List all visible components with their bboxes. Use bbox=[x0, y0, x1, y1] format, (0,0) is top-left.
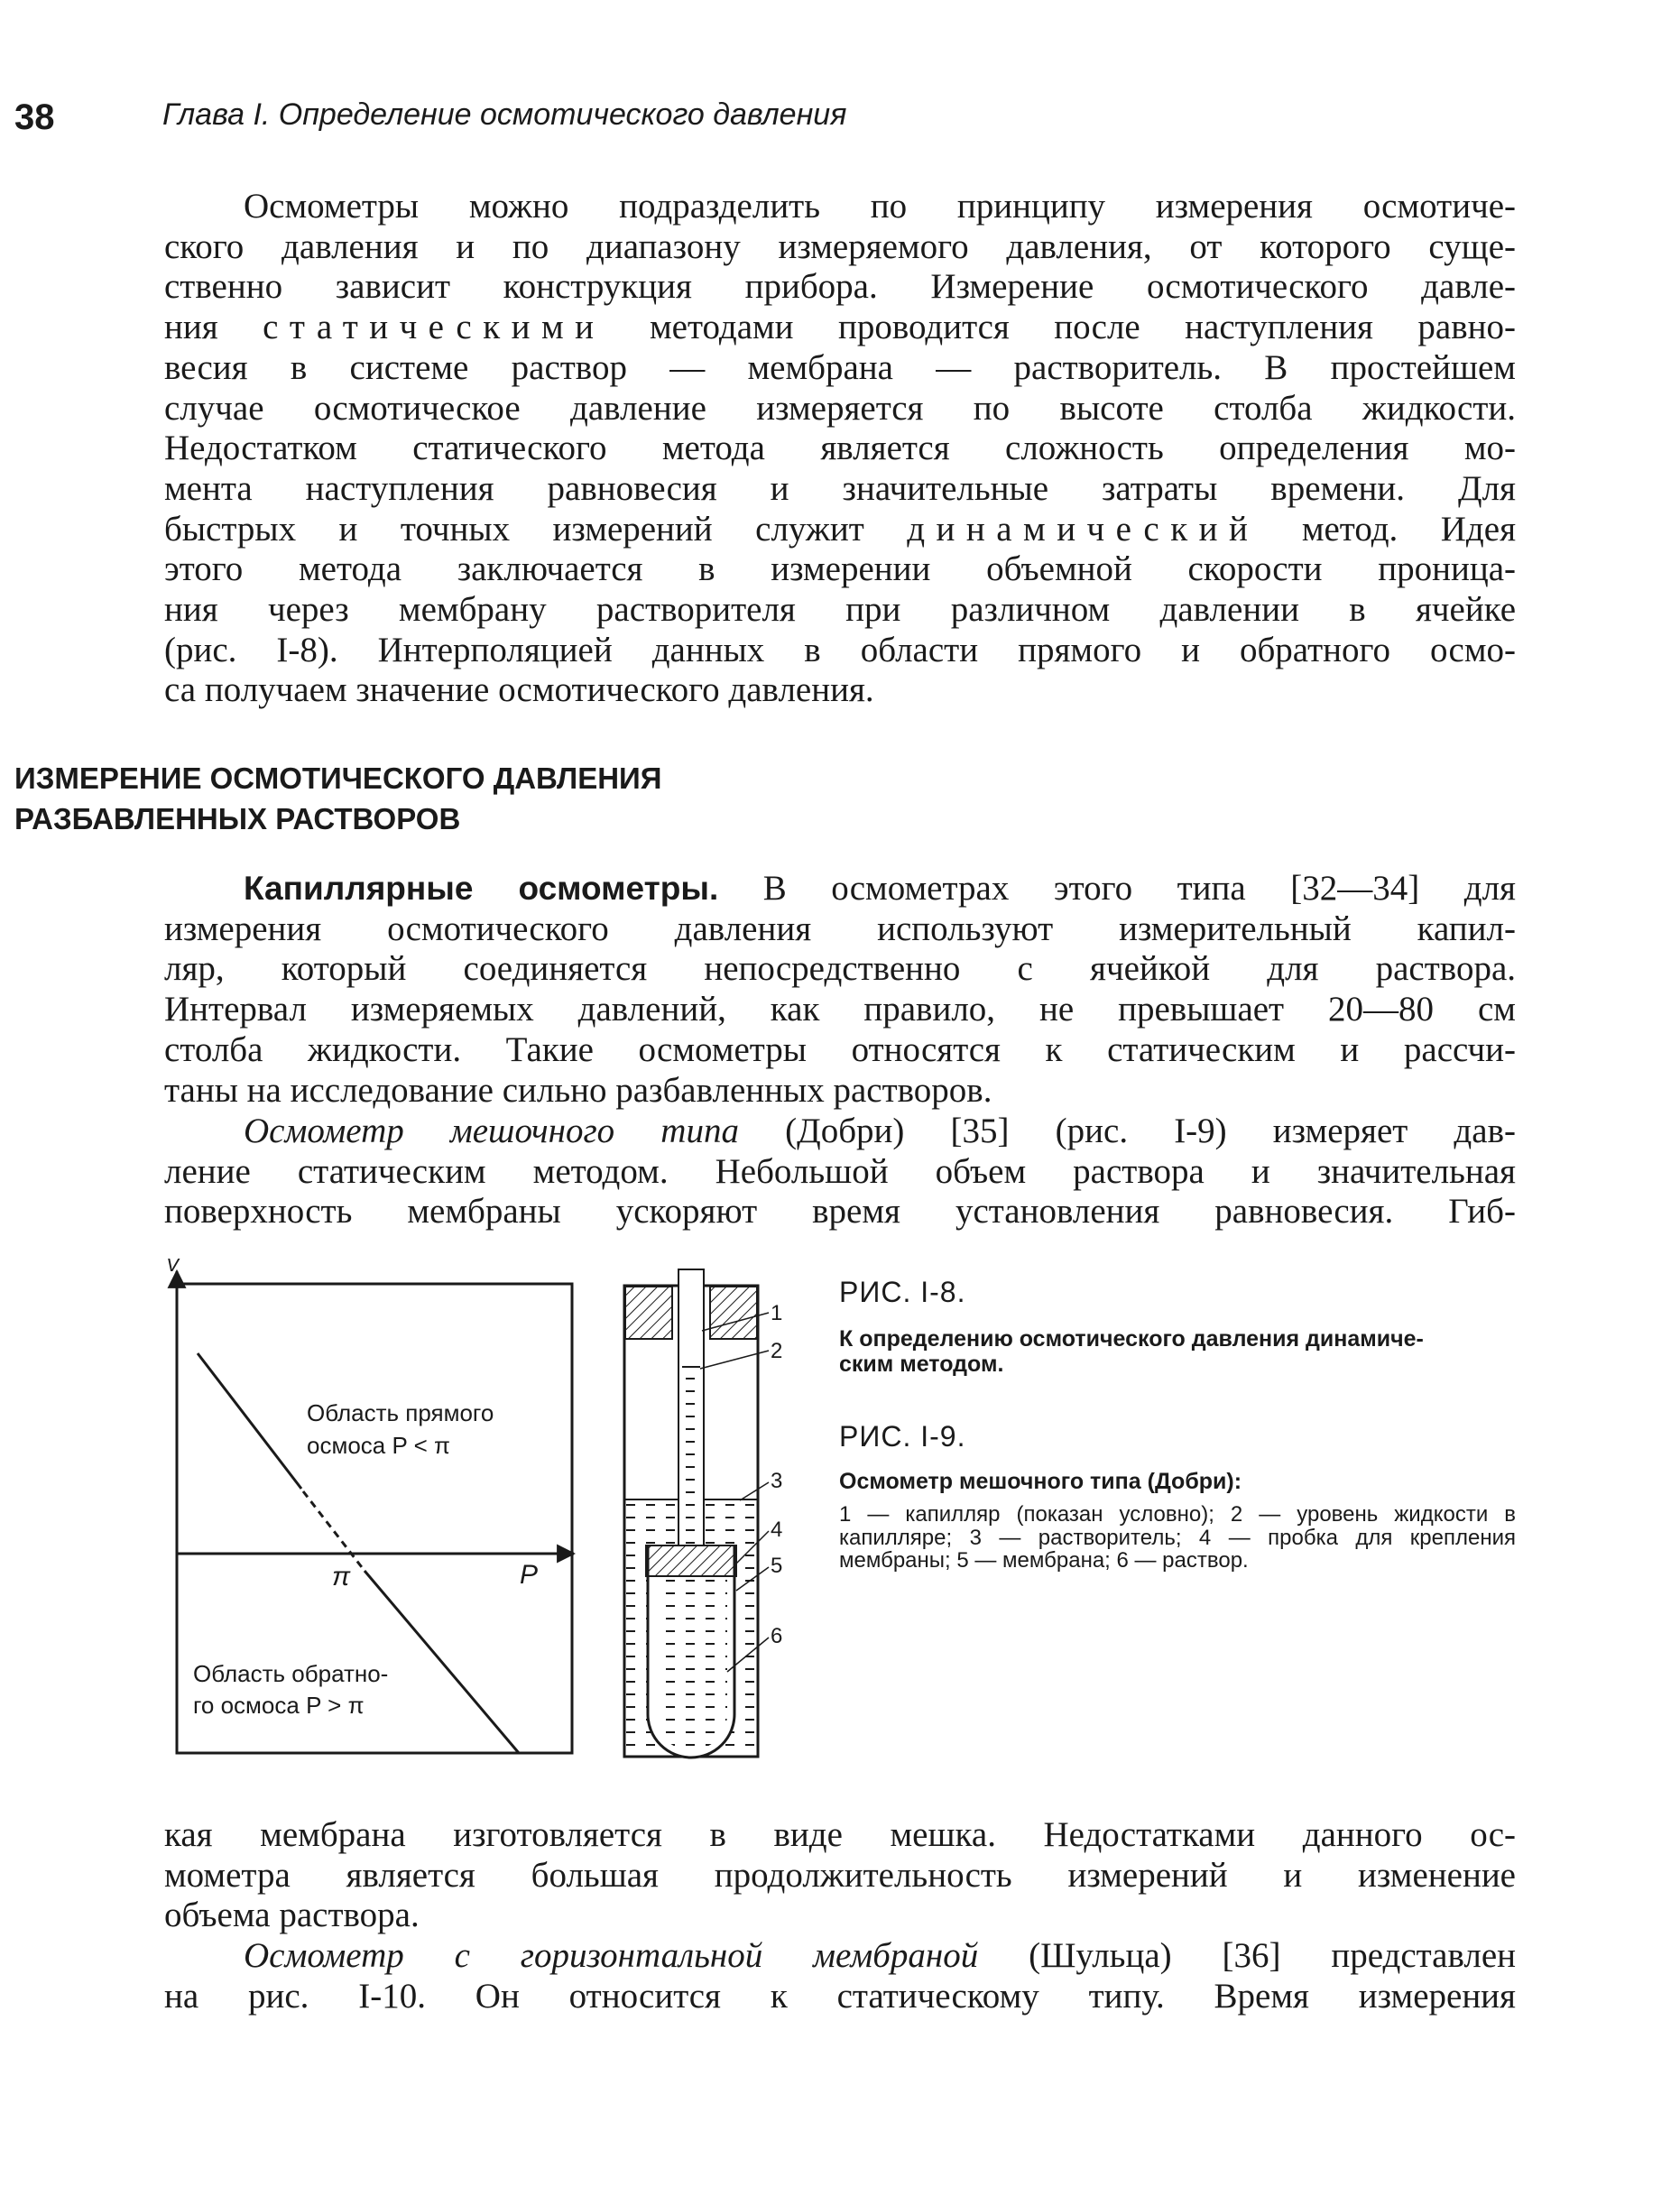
label-4: 4 bbox=[771, 1518, 783, 1542]
text-line: мента наступления равновесия и значительные затраты времени. Для bbox=[164, 468, 1516, 508]
text-line bbox=[164, 510, 1516, 550]
caption-2-subtitle: Осмометр мешочного типа (Добри): bbox=[839, 1469, 1242, 1494]
label-6: 6 bbox=[771, 1624, 783, 1648]
text-line: измерения осмотического давления используют измерительный капил- bbox=[164, 909, 1516, 948]
text-span: быстрых и точных измерений служит bbox=[164, 509, 864, 549]
caption-2-legend: 1 — капилляр (показан условно); 2 — уровень жидкости в капилляре; 3 — растворитель; 4 — пробка для крепления мембраны; 5 — мембрана; 6 — раствор. bbox=[839, 1502, 1516, 1573]
label-1: 1 bbox=[771, 1301, 783, 1325]
text-line: ского давления и по диапазону измеряемого давления, от которого суще- bbox=[164, 226, 1516, 266]
italic-term: Осмометр мешочного типа bbox=[244, 1112, 739, 1150]
text-line: са получаем значение осмотического давления. bbox=[164, 670, 874, 710]
emphasis-static: статическими bbox=[263, 308, 605, 347]
text-span: (Шульца) [36] представлен bbox=[1029, 1936, 1517, 1975]
caption-line: К определению осмотического давления динамиче- bbox=[839, 1326, 1424, 1352]
running-title: Глава I. Определение осмотического давления bbox=[162, 97, 847, 132]
region-label-reverse-line1: Область обратно- bbox=[193, 1660, 389, 1687]
capillary-liquid bbox=[682, 1367, 700, 1546]
membrane-bag bbox=[646, 1546, 736, 1758]
section-heading-line: РАЗБАВЛЕННЫХ РАСТВОРОВ bbox=[14, 802, 461, 835]
text-line: Интервал измеряемых давлений, как правило, не превышает 20—80 см bbox=[164, 990, 1516, 1029]
label-3: 3 bbox=[771, 1469, 783, 1493]
text-line: мометра является большая продолжительность измерений и изменение bbox=[164, 1855, 1516, 1895]
pi-label: π bbox=[332, 1562, 351, 1592]
text-line bbox=[164, 308, 1516, 348]
paragraph-bag-osmometer bbox=[164, 1112, 1516, 1232]
region-label-direct-line2: осмоса P < π bbox=[307, 1432, 450, 1459]
text-span: метод. Идея bbox=[1301, 509, 1517, 549]
text-line bbox=[164, 1112, 1516, 1152]
section-heading-line: ИЗМЕРЕНИЕ ОСМОТИЧЕСКОГО ДАВЛЕНИЯ bbox=[14, 761, 662, 795]
vessel-cap-right bbox=[710, 1287, 757, 1339]
caption-line: ским методом. bbox=[839, 1352, 1004, 1377]
y-axis-label: V bbox=[166, 1259, 180, 1276]
text-line: столба жидкости. Такие осмометры относятся к статическим и рассчи- bbox=[164, 1029, 1516, 1069]
paragraph-horizontal-membrane bbox=[164, 1936, 1516, 2016]
label-2: 2 bbox=[771, 1339, 783, 1363]
paragraph-capillary-osmometers bbox=[164, 869, 1516, 1111]
caption-1-title: РИС. I-8. bbox=[839, 1276, 966, 1308]
text-line: весия в системе раствор — мембрана — растворитель. В простейшем bbox=[164, 347, 1516, 387]
section-heading bbox=[14, 758, 661, 839]
text-line: Недостатком статического метода является сложность определения мо- bbox=[164, 429, 1516, 468]
callout-line-3 bbox=[740, 1482, 769, 1500]
text-line bbox=[164, 1936, 1516, 1977]
caption-2-title: РИС. I-9. bbox=[839, 1420, 966, 1453]
solution-fill bbox=[655, 1574, 727, 1750]
text-line: кая мембрана изготовляется в виде мешка. Недостатками данного ос- bbox=[164, 1815, 1516, 1854]
text-line: (рис. I-8). Интерполяцией данных в области прямого и обратного осмо- bbox=[164, 630, 1516, 669]
text-line: объема раствора. bbox=[164, 1896, 420, 1935]
region-label-direct-line1: Область прямого bbox=[307, 1399, 494, 1426]
text-span: методами проводится после наступления равно- bbox=[649, 308, 1517, 347]
page-number: 38 bbox=[14, 97, 55, 137]
vessel-cap-left bbox=[625, 1287, 672, 1339]
text-span: В осмометрах этого типа [32—34] для bbox=[762, 869, 1516, 908]
stopper bbox=[646, 1546, 736, 1576]
osmosis-line-upper bbox=[198, 1353, 301, 1489]
text-line: Осмометры можно подразделить по принципу измерения осмотиче- bbox=[244, 187, 1516, 226]
text-span: ния bbox=[164, 308, 218, 347]
paragraph-osmometer-classification bbox=[164, 187, 1516, 711]
paragraph-bag-continued bbox=[164, 1815, 1516, 1936]
capillary bbox=[678, 1269, 704, 1546]
text-line: поверхность мембраны ускоряют время установления равновесия. Гиб- bbox=[164, 1192, 1516, 1232]
text-line: ление статическим методом. Небольшой объем раствора и значительная bbox=[164, 1151, 1516, 1191]
text-line: этого метода заключается в измерении объемной скорости проница- bbox=[164, 549, 1516, 589]
italic-term: Осмометр с горизонтальной мембраной bbox=[244, 1936, 979, 1975]
text-line bbox=[164, 869, 1516, 909]
text-line: ния через мембрану растворителя при различном давлении в ячейке bbox=[164, 590, 1516, 630]
figure-osmometer-drawing bbox=[605, 1259, 785, 1764]
region-label-reverse-line2: го осмоса P > π bbox=[193, 1692, 365, 1719]
text-line: ляр, который соединяется непосредственно с ячейкой для раствора. bbox=[164, 949, 1516, 989]
text-line: ственно зависит конструкция прибора. Измерение осмотического давле- bbox=[164, 267, 1516, 307]
text-span: (Добри) [35] (рис. I-9) измеряет дав- bbox=[785, 1112, 1516, 1150]
label-5: 5 bbox=[771, 1554, 783, 1578]
x-axis-label: P bbox=[520, 1560, 539, 1590]
emphasis-dynamic: динамический bbox=[907, 509, 1260, 549]
text-line: таны на исследование сильно разбавленных растворов. bbox=[164, 1070, 992, 1110]
text-line: случае осмотическое давление измеряется по высоте столба жидкости. bbox=[164, 388, 1516, 428]
osmosis-line-dashed bbox=[303, 1491, 365, 1571]
text-line: на рис. I-10. Он относится к статическому типу. Время измерения bbox=[164, 1976, 1516, 2016]
caption-1-subtitle bbox=[839, 1326, 1516, 1377]
figure-graph-dynamic-method bbox=[162, 1259, 577, 1764]
runin-heading: Капиллярные осмометры. bbox=[244, 870, 719, 907]
